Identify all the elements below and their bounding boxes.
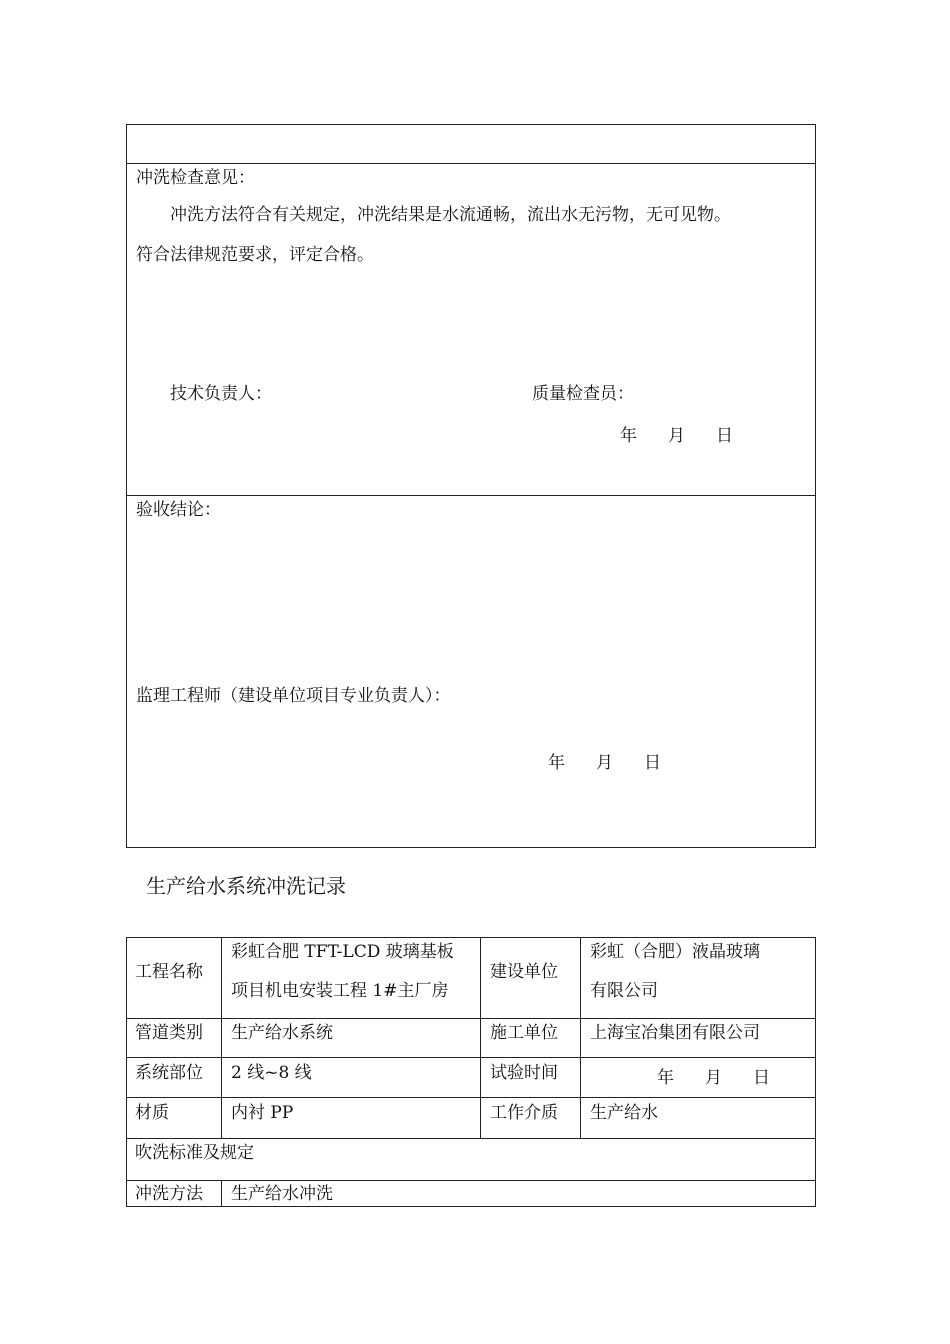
project-name-line1: 彩虹合肥 TFT-LCD 玻璃基板 [231, 942, 454, 962]
date-year: 年 [657, 1068, 674, 1088]
system-part-value: 2 线~8 线 [231, 1063, 312, 1083]
contractor-value: 上海宝冶集团有限公司 [590, 1023, 760, 1043]
record-row-line [126, 1018, 816, 1019]
contractor-label: 施工单位 [490, 1023, 558, 1043]
acceptance-label: 验收结论： [136, 500, 221, 520]
supervisor-label: 监理工程师（建设单位项目专业负责人）： [136, 686, 451, 706]
tech-lead-label: 技术负责人： [170, 384, 272, 404]
upper-form-divider-2 [126, 495, 816, 496]
medium-value: 生产给水 [590, 1103, 658, 1123]
record-col-line [480, 937, 481, 1138]
project-name-line2: 项目机电安装工程 1#主厂房 [231, 981, 449, 1001]
upper-form-table [126, 124, 816, 848]
material-value: 内衬 PP [231, 1103, 294, 1123]
owner-label: 建设单位 [490, 962, 558, 982]
date-year: 年 [620, 426, 637, 446]
record-row-line [126, 1138, 816, 1139]
date-day: 日 [716, 426, 733, 446]
date-month: 月 [705, 1068, 722, 1088]
standard-label: 吹洗标准及规定 [135, 1143, 254, 1163]
medium-label: 工作介质 [490, 1103, 558, 1123]
test-time-label: 试验时间 [490, 1063, 558, 1083]
pipe-type-label: 管道类别 [135, 1023, 203, 1043]
record-row-line [126, 1057, 816, 1058]
qc-inspector-label: 质量检查员： [532, 384, 634, 404]
record-col-line [580, 937, 581, 1138]
owner-line2: 有限公司 [590, 981, 658, 1001]
record-row-line [126, 1180, 816, 1181]
record-col-line [221, 1180, 222, 1207]
project-name-label: 工程名称 [135, 962, 203, 982]
date-month: 月 [596, 753, 613, 773]
record-title: 生产给水系统冲洗记录 [146, 874, 346, 898]
method-value: 生产给水冲洗 [231, 1184, 333, 1204]
material-label: 材质 [135, 1103, 169, 1123]
record-row-line [126, 1097, 816, 1098]
flush-opinion-label: 冲洗检查意见： [136, 168, 255, 188]
record-col-line [221, 937, 222, 1138]
method-label: 冲洗方法 [135, 1184, 203, 1204]
owner-line1: 彩虹（合肥）液晶玻璃 [590, 942, 760, 962]
date-year: 年 [548, 753, 565, 773]
date-day: 日 [753, 1068, 770, 1088]
flush-opinion-line2: 符合法律规范要求，评定合格。 [136, 245, 374, 265]
flush-opinion-line1: 冲洗方法符合有关规定，冲洗结果是水流通畅，流出水无污物，无可见物。 [170, 205, 731, 225]
system-part-label: 系统部位 [135, 1063, 203, 1083]
pipe-type-value: 生产给水系统 [231, 1023, 333, 1043]
date-month: 月 [668, 426, 685, 446]
date-day: 日 [644, 753, 661, 773]
upper-form-divider-1 [126, 163, 816, 164]
